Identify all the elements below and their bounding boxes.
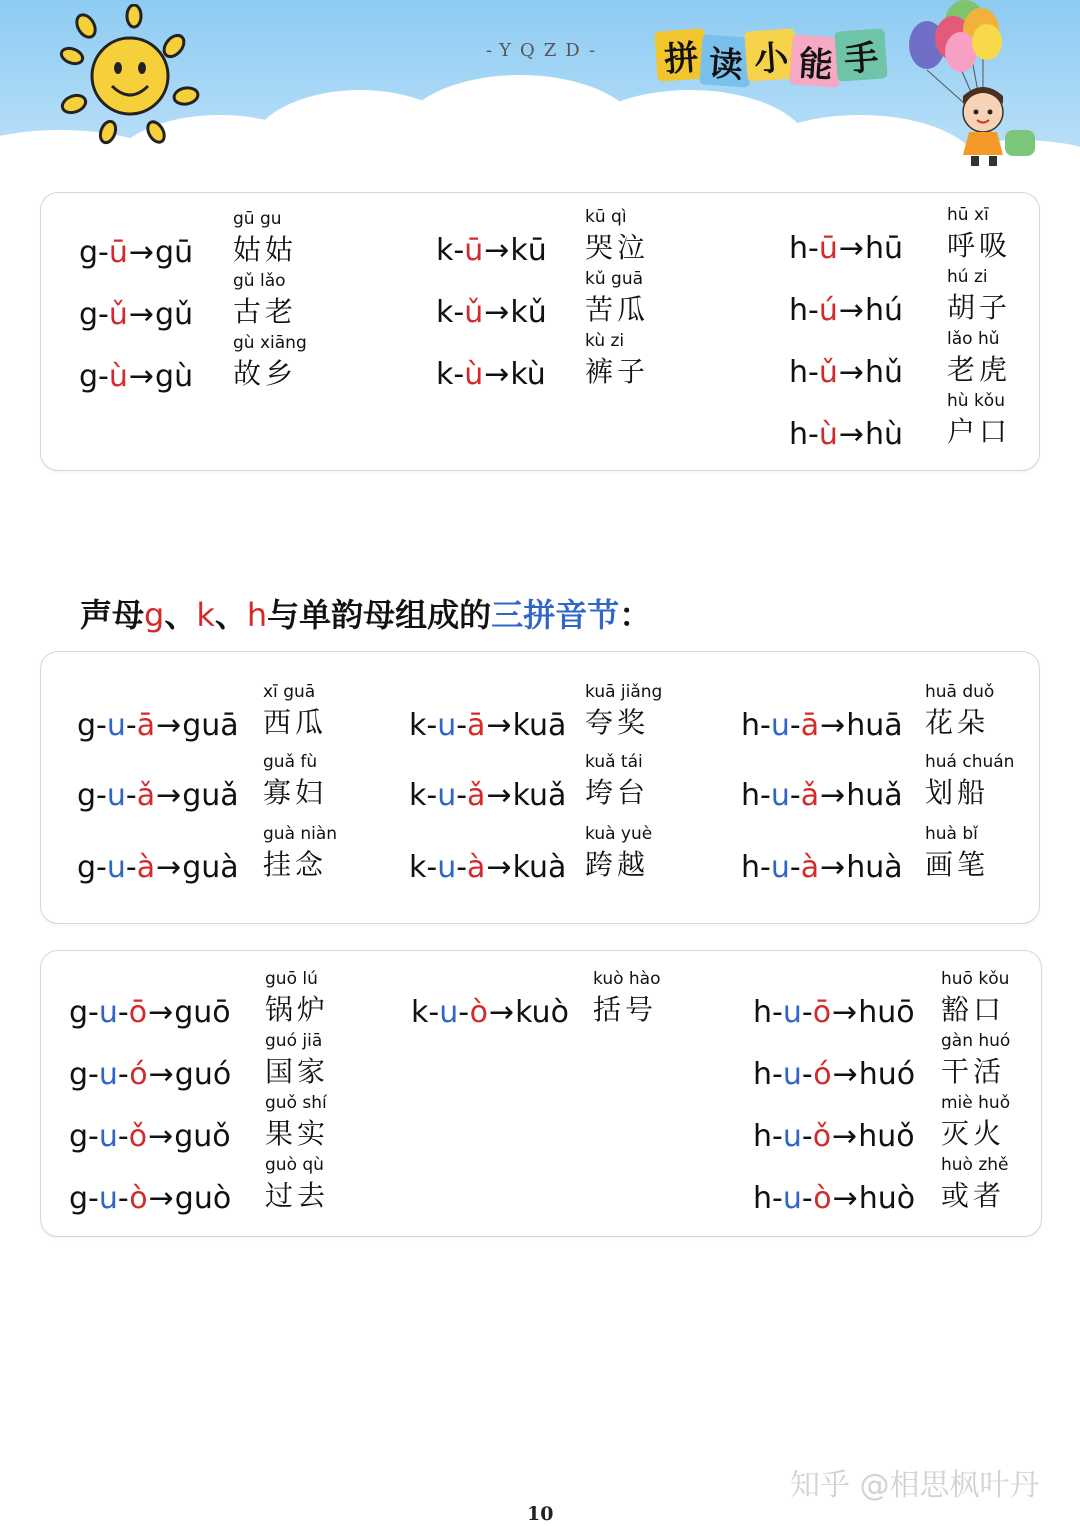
spelling-formula — [789, 417, 904, 452]
arrow-glyph: → — [148, 1181, 174, 1216]
spelling-formula — [741, 708, 903, 743]
medial-vowel: u — [782, 1057, 802, 1092]
word-hanzi: 裤子 — [585, 355, 650, 388]
word-hanzi: 老虎 — [947, 353, 1012, 386]
tone-vowel: ú — [818, 293, 838, 328]
word-pinyin: kuò hào — [593, 969, 661, 989]
tone-vowel: ó — [129, 1057, 148, 1092]
medial-vowel: u — [98, 1181, 118, 1216]
heading-text: 、 — [164, 596, 197, 634]
syllable-box-single-final — [40, 192, 1040, 471]
syllable-part: guǎ — [182, 778, 239, 813]
arrow-glyph: → — [148, 1119, 174, 1154]
syllable-part: - — [789, 708, 801, 743]
heading-text: ： — [619, 596, 652, 634]
syllable-part: guò — [174, 1181, 232, 1216]
word-pinyin: gǔ lǎo — [233, 271, 286, 291]
syllable-part: guà — [182, 850, 239, 885]
spelling-formula — [753, 1057, 916, 1092]
word-hanzi: 挂念 — [263, 848, 328, 881]
tone-vowel: à — [467, 850, 486, 885]
syllable-part: g- — [69, 1119, 99, 1154]
word-hanzi: 古老 — [233, 295, 298, 328]
word-pinyin: kuǎ tái — [585, 752, 643, 772]
initial-letter: g — [144, 596, 165, 634]
syllable-part: kū — [510, 233, 547, 268]
tone-vowel: ō — [812, 995, 832, 1030]
arrow-glyph: → — [484, 295, 510, 330]
syllable-part: k- — [436, 357, 465, 392]
example-word — [925, 754, 1045, 807]
example-word — [941, 1033, 1061, 1086]
word-hanzi: 画笔 — [925, 848, 990, 881]
arrow-glyph: → — [820, 778, 846, 813]
example-word — [585, 271, 705, 324]
example-word — [265, 971, 385, 1024]
syllable-part: k- — [409, 778, 438, 813]
word-hanzi: 西瓜 — [263, 706, 328, 739]
syllable-part: - — [801, 1181, 814, 1216]
sun-illustration — [56, 4, 206, 154]
spelling-formula — [77, 708, 239, 743]
example-word — [925, 684, 1045, 737]
example-word — [585, 684, 705, 737]
example-word — [233, 211, 353, 264]
example-word — [265, 1033, 385, 1086]
syllable-part: guā — [182, 708, 239, 743]
tone-vowel: ū — [818, 231, 838, 266]
arrow-glyph: → — [832, 1181, 858, 1216]
title-badge — [656, 30, 886, 86]
medial-vowel: u — [98, 995, 118, 1030]
syllable-part: - — [117, 1057, 130, 1092]
arrow-glyph: → — [148, 995, 174, 1030]
spelling-formula — [436, 357, 546, 392]
tone-vowel: à — [136, 850, 156, 885]
word-hanzi: 豁口 — [941, 993, 1006, 1026]
tone-vowel: ā — [467, 708, 486, 743]
syllable-part: huǎ — [846, 778, 903, 813]
spelling-formula — [753, 995, 915, 1030]
spelling-formula — [77, 850, 239, 885]
word-pinyin: guó jiā — [265, 1031, 323, 1051]
spelling-formula — [789, 293, 904, 328]
word-pinyin: huā duǒ — [925, 682, 995, 702]
word-pinyin: kuā jiǎng — [585, 682, 663, 702]
syllable-part: - — [125, 778, 137, 813]
syllable-part: g- — [69, 1181, 99, 1216]
syllable-part: g- — [77, 850, 107, 885]
syllable-part: hù — [865, 417, 904, 452]
spelling-formula — [69, 1119, 231, 1154]
tone-vowel: ò — [813, 1181, 832, 1216]
syllable-part: kù — [510, 357, 546, 392]
syllable-box-ua — [40, 651, 1040, 924]
word-pinyin: kū qì — [585, 207, 627, 227]
example-word — [941, 1095, 1061, 1148]
syllable-part: kǔ — [510, 295, 547, 330]
tone-vowel: ǔ — [818, 355, 838, 390]
spelling-formula — [753, 1119, 915, 1154]
spelling-formula — [79, 297, 194, 332]
syllable-part: h- — [753, 995, 783, 1030]
arrow-glyph: → — [832, 995, 858, 1030]
example-word — [233, 273, 353, 326]
syllable-part: huō — [858, 995, 915, 1030]
arrow-glyph: → — [488, 995, 515, 1030]
tone-vowel: à — [800, 850, 820, 885]
syllable-part: g- — [77, 778, 107, 813]
syllable-part: - — [456, 778, 468, 813]
example-word — [947, 269, 1067, 322]
syllable-part: - — [125, 850, 137, 885]
arrow-glyph: → — [820, 850, 846, 885]
syllable-part: huò — [858, 1181, 916, 1216]
medial-vowel: u — [770, 708, 790, 743]
word-hanzi: 锅炉 — [265, 993, 330, 1026]
syllable-part: k- — [436, 233, 465, 268]
arrow-glyph: → — [128, 235, 155, 270]
medial-vowel: u — [437, 850, 457, 885]
tone-vowel: ù — [108, 359, 128, 394]
example-word — [941, 971, 1061, 1024]
syllable-part: h- — [753, 1057, 783, 1092]
arrow-glyph: → — [832, 1057, 858, 1092]
tone-vowel: ó — [813, 1057, 832, 1092]
syllable-part: h- — [753, 1119, 783, 1154]
syllable-part: g- — [79, 359, 109, 394]
arrow-glyph: → — [486, 708, 512, 743]
spelling-formula — [69, 1181, 232, 1216]
example-word — [593, 971, 713, 1024]
example-word — [947, 393, 1067, 446]
word-pinyin: hù kǒu — [947, 391, 1005, 411]
syllable-part: - — [117, 1181, 130, 1216]
syllable-part: hū — [865, 231, 904, 266]
initial-letter: k — [196, 596, 215, 634]
spelling-formula — [79, 359, 194, 394]
heading-highlight: 三拼音节 — [491, 596, 620, 634]
tone-vowel: ǒ — [128, 1119, 148, 1154]
medial-vowel: u — [106, 850, 126, 885]
watermark: 知乎 @相思枫叶丹 — [790, 1468, 1040, 1503]
syllable-part: guǒ — [174, 1119, 231, 1154]
word-pinyin: huà bǐ — [925, 824, 978, 844]
word-hanzi: 苦瓜 — [585, 293, 650, 326]
medial-vowel: u — [782, 995, 802, 1030]
tone-vowel: ū — [464, 233, 484, 268]
syllable-part: guō — [174, 995, 231, 1030]
syllable-part: h- — [789, 355, 819, 390]
arrow-glyph: → — [156, 778, 182, 813]
initial-letter: h — [246, 596, 268, 634]
spelling-formula — [79, 235, 194, 270]
medial-vowel: u — [439, 995, 459, 1030]
balloon-girl-illustration — [905, 0, 1075, 175]
arrow-glyph: → — [838, 355, 864, 390]
heading-text: 、 — [214, 596, 247, 634]
title-badge-char: 能 — [789, 34, 842, 87]
medial-vowel: u — [106, 708, 126, 743]
syllable-part: - — [789, 778, 801, 813]
word-pinyin: kǔ guā — [585, 269, 644, 289]
spelling-formula — [753, 1181, 916, 1216]
example-word — [941, 1157, 1061, 1210]
word-pinyin: hū xī — [947, 205, 989, 225]
syllable-part: - — [456, 850, 468, 885]
syllable-part: kuò — [515, 995, 569, 1030]
spelling-formula — [436, 295, 547, 330]
word-hanzi: 灭火 — [941, 1117, 1006, 1150]
example-word — [585, 826, 705, 879]
syllable-part: kuǎ — [512, 778, 567, 813]
syllable-part: hǔ — [865, 355, 904, 390]
word-pinyin: gù xiāng — [233, 333, 307, 353]
syllable-part: - — [801, 995, 813, 1030]
syllable-part: h- — [741, 850, 771, 885]
title-badge-char: 手 — [834, 28, 887, 81]
example-word — [585, 209, 705, 262]
arrow-glyph: → — [156, 850, 182, 885]
syllable-part: - — [117, 995, 129, 1030]
title-badge-char: 拼 — [654, 28, 707, 81]
word-pinyin: kuà yuè — [585, 824, 653, 844]
word-pinyin: xī guā — [263, 682, 316, 702]
arrow-glyph: → — [148, 1057, 174, 1092]
syllable-part: - — [801, 1057, 814, 1092]
word-pinyin: miè huǒ — [941, 1093, 1011, 1113]
word-hanzi: 夸奖 — [585, 706, 650, 739]
spelling-formula — [411, 995, 569, 1030]
tone-vowel: ǎ — [800, 778, 820, 813]
syllable-part: huà — [846, 850, 903, 885]
arrow-glyph: → — [484, 233, 510, 268]
page-number: 10 — [527, 1503, 554, 1525]
word-hanzi: 姑姑 — [233, 233, 298, 266]
example-word — [947, 331, 1067, 384]
tone-vowel: ù — [818, 417, 838, 452]
tone-vowel: ù — [464, 357, 484, 392]
tone-vowel: ā — [136, 708, 156, 743]
word-pinyin: hú zi — [947, 267, 988, 287]
tone-vowel: ō — [128, 995, 148, 1030]
syllable-part: - — [125, 708, 137, 743]
spelling-formula — [789, 231, 904, 266]
arrow-glyph: → — [838, 293, 864, 328]
syllable-part: g- — [69, 1057, 99, 1092]
word-hanzi: 花朵 — [925, 706, 990, 739]
syllable-part: - — [458, 995, 470, 1030]
word-pinyin: guò qù — [265, 1155, 324, 1175]
word-pinyin: huō kǒu — [941, 969, 1010, 989]
medial-vowel: u — [782, 1119, 802, 1154]
syllable-part: guó — [174, 1057, 232, 1092]
arrow-glyph: → — [486, 778, 512, 813]
arrow-glyph: → — [838, 231, 864, 266]
syllable-part: - — [117, 1119, 129, 1154]
heading-text: 声母 — [80, 596, 145, 634]
syllable-part: h- — [789, 293, 819, 328]
word-pinyin: gàn huó — [941, 1031, 1011, 1051]
tone-vowel: ā — [800, 708, 820, 743]
example-word — [585, 333, 705, 386]
word-hanzi: 括号 — [593, 993, 658, 1026]
syllable-part: h- — [741, 708, 771, 743]
word-pinyin: guō lú — [265, 969, 318, 989]
word-hanzi: 哭泣 — [585, 231, 650, 264]
word-hanzi: 户口 — [947, 415, 1012, 448]
syllable-part: kuā — [512, 708, 567, 743]
spelling-formula — [436, 233, 547, 268]
tone-vowel: ò — [129, 1181, 148, 1216]
word-hanzi: 故乡 — [233, 357, 298, 390]
syllable-box-uo — [40, 950, 1042, 1237]
syllable-part: k- — [409, 850, 438, 885]
syllable-part: - — [789, 850, 801, 885]
syllable-part: h- — [789, 417, 819, 452]
syllable-part: - — [801, 1119, 813, 1154]
syllable-part: h- — [741, 778, 771, 813]
header-code: -YQZD- — [486, 40, 605, 61]
arrow-glyph: → — [156, 708, 182, 743]
arrow-glyph: → — [832, 1119, 858, 1154]
tone-vowel: ū — [108, 235, 128, 270]
word-pinyin: huá chuán — [925, 752, 1015, 772]
syllable-part: gù — [155, 359, 194, 394]
word-pinyin: guǒ shí — [265, 1093, 327, 1113]
medial-vowel: u — [770, 778, 790, 813]
arrow-glyph: → — [128, 359, 155, 394]
tone-vowel: ò — [469, 995, 488, 1030]
syllable-part: k- — [436, 295, 465, 330]
syllable-part: h- — [753, 1181, 783, 1216]
tone-vowel: ǎ — [467, 778, 486, 813]
word-hanzi: 跨越 — [585, 848, 650, 881]
example-word — [925, 826, 1045, 879]
word-pinyin: kù zi — [585, 331, 625, 351]
medial-vowel: u — [106, 778, 126, 813]
word-hanzi: 呼吸 — [947, 229, 1012, 262]
syllable-part: g- — [79, 297, 109, 332]
tone-vowel: ǒ — [812, 1119, 832, 1154]
word-hanzi: 划船 — [925, 776, 990, 809]
spelling-formula — [789, 355, 904, 390]
spelling-formula — [741, 850, 903, 885]
syllable-part: k- — [411, 995, 440, 1030]
tone-vowel: ǔ — [464, 295, 484, 330]
medial-vowel: u — [770, 850, 790, 885]
example-word — [263, 684, 383, 737]
tone-vowel: ǎ — [136, 778, 156, 813]
title-badge-char: 小 — [744, 28, 797, 81]
spelling-formula — [409, 778, 567, 813]
syllable-part: gū — [155, 235, 194, 270]
spelling-formula — [77, 778, 239, 813]
word-hanzi: 垮台 — [585, 776, 650, 809]
spelling-formula — [409, 850, 567, 885]
arrow-glyph: → — [820, 708, 846, 743]
title-badge-char: 读 — [699, 34, 752, 87]
example-word — [233, 335, 353, 388]
word-hanzi: 或者 — [941, 1179, 1006, 1212]
word-pinyin: guǎ fù — [263, 752, 318, 772]
arrow-glyph: → — [486, 850, 512, 885]
word-pinyin: gū gu — [233, 209, 282, 229]
arrow-glyph: → — [484, 357, 510, 392]
arrow-glyph: → — [128, 297, 155, 332]
section-heading — [80, 590, 651, 636]
medial-vowel: u — [437, 778, 457, 813]
spelling-formula — [69, 1057, 232, 1092]
syllable-part: - — [456, 708, 468, 743]
syllable-part: g- — [69, 995, 99, 1030]
spelling-formula — [741, 778, 903, 813]
syllable-part: kuà — [512, 850, 567, 885]
example-word — [585, 754, 705, 807]
example-word — [947, 207, 1067, 260]
word-hanzi: 过去 — [265, 1179, 330, 1212]
word-pinyin: guà niàn — [263, 824, 338, 844]
syllable-part: huǒ — [858, 1119, 915, 1154]
word-hanzi: 干活 — [941, 1055, 1006, 1088]
syllable-part: hú — [865, 293, 904, 328]
word-hanzi: 寡妇 — [263, 776, 328, 809]
heading-text: 与单韵母组成的 — [267, 596, 492, 634]
syllable-part: k- — [409, 708, 438, 743]
word-hanzi: 果实 — [265, 1117, 330, 1150]
spelling-formula — [69, 995, 231, 1030]
medial-vowel: u — [98, 1119, 118, 1154]
example-word — [263, 754, 383, 807]
medial-vowel: u — [437, 708, 457, 743]
medial-vowel: u — [782, 1181, 802, 1216]
spelling-formula — [409, 708, 567, 743]
arrow-glyph: → — [838, 417, 864, 452]
example-word — [265, 1157, 385, 1210]
medial-vowel: u — [98, 1057, 118, 1092]
example-word — [263, 826, 383, 879]
syllable-part: huó — [858, 1057, 916, 1092]
word-hanzi: 胡子 — [947, 291, 1012, 324]
word-hanzi: 国家 — [265, 1055, 330, 1088]
syllable-part: h- — [789, 231, 819, 266]
syllable-part: g- — [77, 708, 107, 743]
word-pinyin: lǎo hǔ — [947, 329, 1000, 349]
tone-vowel: ǔ — [108, 297, 128, 332]
syllable-part: g- — [79, 235, 109, 270]
syllable-part: huā — [846, 708, 903, 743]
word-pinyin: huò zhě — [941, 1155, 1009, 1175]
example-word — [265, 1095, 385, 1148]
syllable-part: gǔ — [155, 297, 194, 332]
